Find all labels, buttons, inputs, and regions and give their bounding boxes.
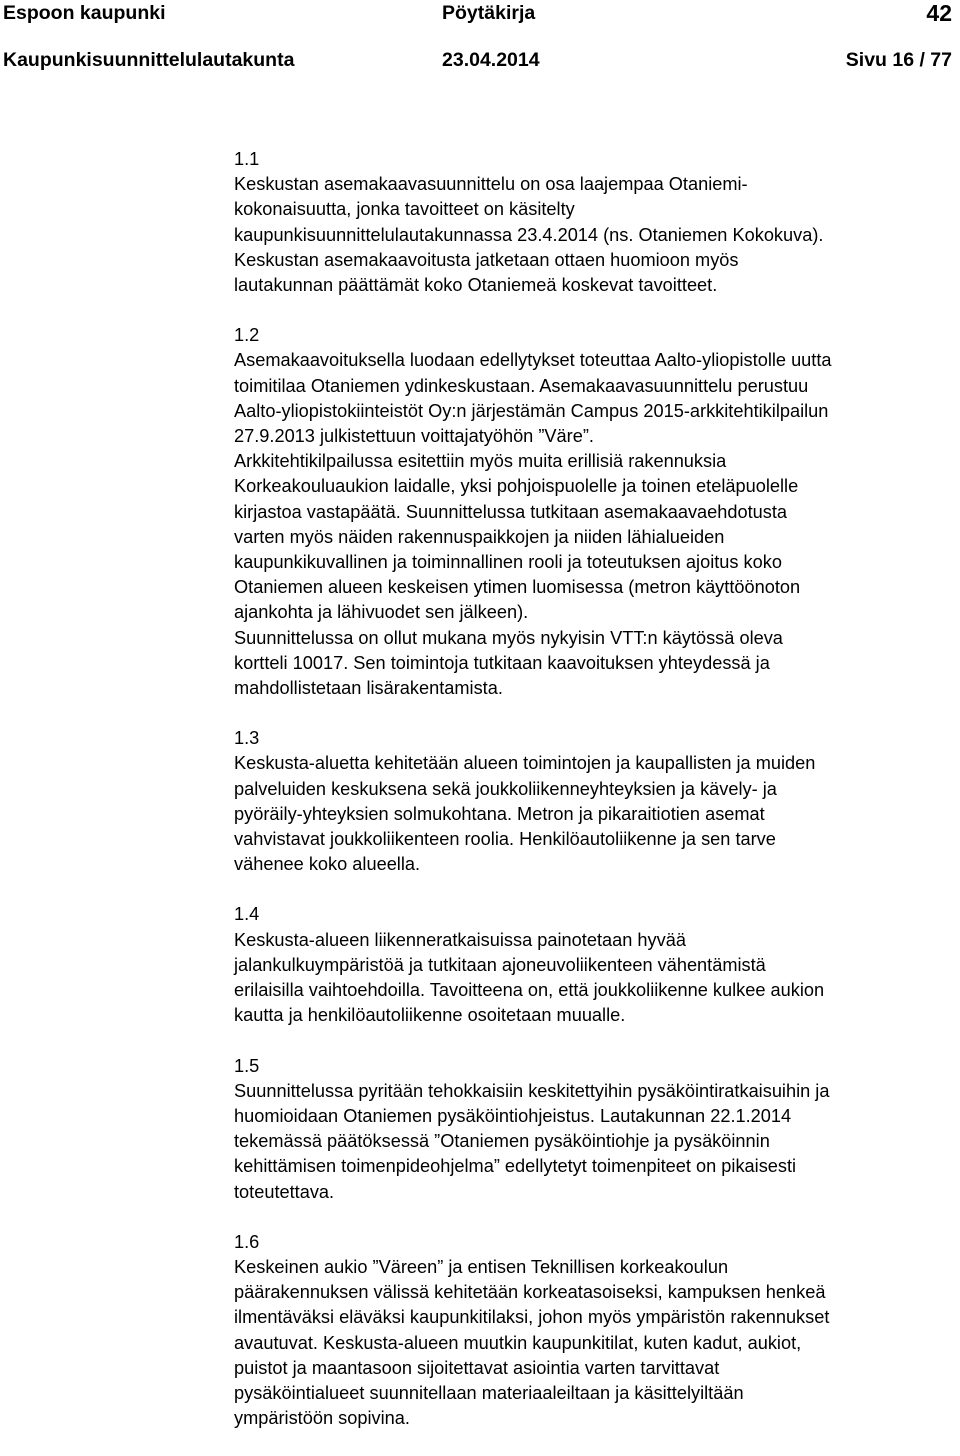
section-1-6 [234, 1230, 956, 1432]
page-number: Sivu 16 / 77 [845, 49, 952, 71]
section-number: 1.3 [234, 728, 260, 749]
section-number: 1.4 [234, 904, 260, 925]
section-number: 1.1 [234, 149, 260, 169]
organization-name: Espoon kaupunki [3, 2, 166, 24]
section-1-2 [234, 323, 956, 701]
meeting-date: 23.04.2014 [442, 49, 540, 71]
section-1-5 [234, 1054, 956, 1205]
document-number: 42 [926, 0, 952, 26]
page-header [0, 0, 960, 80]
section-1-1 [234, 147, 956, 298]
section-1-3 [234, 726, 956, 877]
document-type: Pöytäkirja [442, 2, 536, 24]
section-number: 1.2 [234, 325, 260, 346]
document-body [234, 147, 956, 1456]
section-number: 1.5 [234, 1055, 260, 1076]
section-text: Suunnittelussa pyritään tehokkaisiin keskitettyihin pysäköintiratkaisuihin ja huomioidaan Otaniemen pysäköintiohjeistus. Lautakunnan 22.1.2014 tekemässä päätöksessä ”Otaniemen pysäköintiohje ja pysäköinnin kehittämisen toimenpideohjelma” edellytetyt toimenpiteet on pikaisesti toteutettava. [234, 1080, 830, 1202]
section-text: Keskeinen aukio ”Väreen” ja entisen Teknillisen korkeakoulun päärakennuksen välissä kehitetään korkeatasoiseksi, kampuksen henkeä ilmentäväksi eläväksi kaupunkitilaksi, johon myös ympäristön rakennukset avautuvat. Keskusta-alueen muutkin kaupunkitilat, kuten kadut, aukiot, puistot ja maantasoon sijoitettavat asiointia varten tarvittavat pysäköintialueet suunnitellaan materiaaleiltaan ja käsittelyiltään ympäristöön sopivina. [234, 1256, 830, 1429]
committee-name: Kaupunkisuunnittelulautakunta [3, 49, 295, 71]
section-text: Keskusta-alueen liikenneratkaisuissa painotetaan hyvää jalankulkuympäristöä ja tutkitaan ajoneuvoliikenteen vähentämistä erilaisilla vaihtoehdoilla. Tavoitteena on, että joukkoliikenne kulkee aukion kautta ja henkilöautoliikenne osoitetaan muualle. [234, 929, 825, 1026]
section-text: Asemakaavoituksella luodaan edellytykset toteuttaa Aalto-yliopistolle uutta toimitilaa Otaniemen ydinkeskustaan. Asemakaavasuunnittelu perustuu Aalto-yliopistokiinteistöt Oy:n järjestämän Campus 2015-arkkitehtikilpailun 27.9.2013 julkistettuun voittajatyöhön ”Väre”. Arkkitehtikilpailussa esitettiin myös muita erillisiä rakennuksia Korkeakouluaukion laidalle, yksi pohjoispuolelle ja toinen eteläpuolelle kirjastoa vastapäätä. Suunnittelussa tutkitaan asemakaavaehdotusta varten myös näiden rakennuspaikkojen ja niiden lähialueiden kaupunkikuvallinen ja toiminnallinen rooli ja toteutuksen ajoitus koko Otaniemen alueen keskeisen ytimen luomisessa (metron käyttöönoton ajankohta ja lähivuodet sen jälkeen). Suunnittelussa on ollut mukana myös nykyisin VTT:n käytössä oleva kortteli 10017. Sen toimintoja tutkitaan kaavoituksen yhteydessä ja mahdollistetaan lisärakentamista. [234, 350, 832, 699]
section-text: Keskustan asemakaavasuunnittelu on osa laajempaa Otaniemi- kokonaisuutta, jonka tavoitteet on käsitelty kaupunkisuunnittelulautakunnassa 23.4.2014 (ns. Otaniemen Kokokuva). Keskustan asemakaavoitusta jatketaan ottaen huomioon myös lautakunnan päättämät koko Otaniemeä koskevat tavoitteet. [234, 174, 824, 296]
section-text: Keskusta-aluetta kehitetään alueen toimintojen ja kaupallisten ja muiden palveluiden keskuksena sekä joukkoliikenneyhteyksien ja kävely- ja pyöräily-yhteyksien solmukohtana. Metron ja pikaraitiotien asemat vahvistavat joukkoliikenteen roolia. Henkilöautoliikenne ja sen tarve vähenee koko alueella. [234, 753, 816, 875]
section-number: 1.6 [234, 1231, 260, 1252]
section-1-4 [234, 902, 956, 1028]
